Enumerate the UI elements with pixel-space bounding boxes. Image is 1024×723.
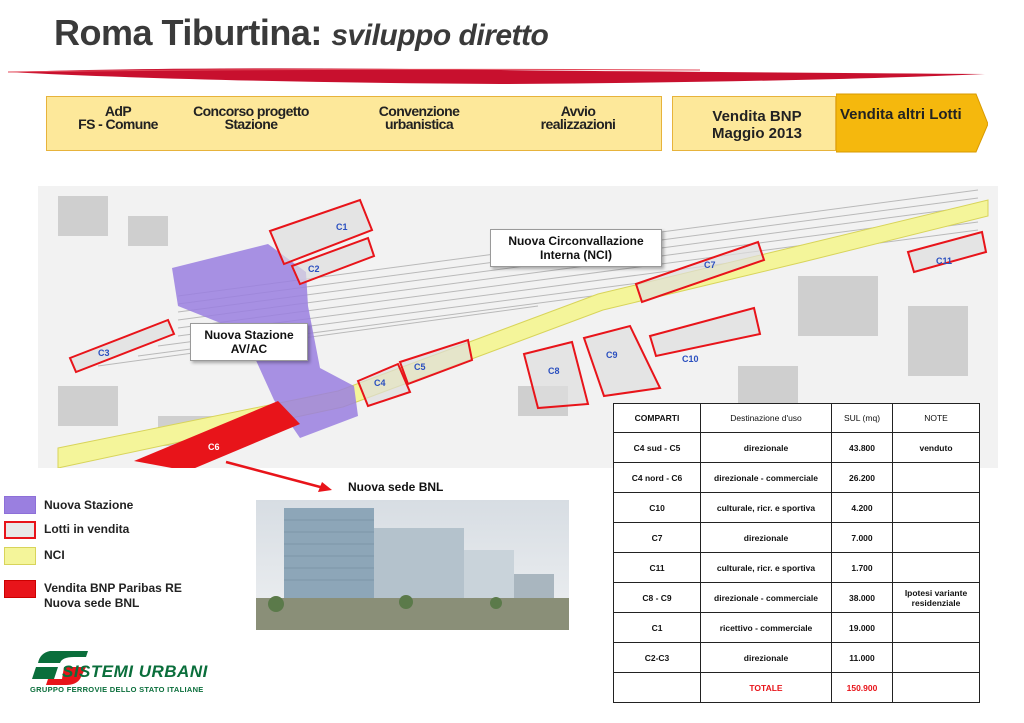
legend-label-nci: NCI (44, 548, 65, 562)
logo-name: SISTEMI URBANI (62, 662, 208, 681)
table-header: NOTE (893, 404, 980, 433)
table-cell: 19.000 (832, 613, 893, 643)
lot-label-c2: C2 (308, 264, 320, 274)
timeline-phase-line: FS - Comune (78, 116, 158, 132)
table-cell: 4.200 (832, 493, 893, 523)
title-sub: sviluppo diretto (331, 19, 549, 52)
table-header: Destinazione d'uso (701, 404, 832, 433)
arrow-chevron-shape (836, 90, 988, 156)
table-row (614, 643, 980, 673)
table-row (614, 583, 980, 613)
lot-label-c10: C10 (682, 354, 699, 364)
table-cell (893, 523, 980, 553)
title-underline-swoosh (0, 60, 1024, 90)
timeline-phase-line: AdP (104, 103, 132, 119)
table-cell: 1.700 (832, 553, 893, 583)
logo-group: GRUPPO FERROVIE DELLO STATO ITALIANE (30, 685, 204, 694)
table-row (614, 553, 980, 583)
table-cell: direzionale (701, 643, 832, 673)
table-cell: 11.000 (832, 643, 893, 673)
table-cell: C7 (614, 523, 701, 553)
table-cell: C2-C3 (614, 643, 701, 673)
legend-label-station: Nuova Stazione (44, 498, 134, 512)
lot-label-c7: C7 (704, 260, 716, 270)
table-cell: culturale, ricr. e sportiva (701, 493, 832, 523)
table-header-row (614, 404, 980, 433)
callout-nci (490, 229, 662, 267)
table-row (614, 523, 980, 553)
lot-label-c1: C1 (336, 222, 348, 232)
bnl-building-render-image (256, 500, 569, 630)
legend-swatch-bnp (4, 580, 36, 598)
legend-swatch-station (4, 496, 36, 514)
timeline-phase-bnp (687, 108, 827, 142)
slide-title (54, 12, 548, 54)
lot-label-c4: C4 (374, 378, 386, 388)
table-cell (893, 613, 980, 643)
timeline-phase-line: Vendita BNP (712, 108, 802, 125)
table-row (614, 463, 980, 493)
timeline-phase-line: Maggio 2013 (711, 125, 803, 142)
title-main: Roma Tiburtina: (54, 12, 322, 53)
table-cell: 38.000 (832, 583, 893, 613)
timeline-phase-line: Avvio (560, 103, 596, 119)
table-cell: ricettivo - commerciale (701, 613, 832, 643)
table-cell: C11 (614, 553, 701, 583)
legend-swatch-nci (4, 547, 36, 565)
lot-label-c11: C11 (936, 256, 953, 266)
table-cell: C4 sud - C5 (614, 433, 701, 463)
legend-label-lots: Lotti in vendita (44, 522, 130, 536)
table-cell (893, 673, 980, 703)
timeline-phase-altri-lotti: Vendita altri Lotti (840, 106, 962, 123)
lot-label-c6: C6 (208, 442, 220, 452)
lots-table (613, 403, 980, 703)
table-row (614, 433, 980, 463)
table-header: COMPARTI (614, 404, 701, 433)
table-total-row (614, 673, 980, 703)
legend-label-bnp-line: Vendita BNP Paribas RE (44, 581, 182, 595)
table-cell (893, 643, 980, 673)
timeline-phase-line: Convenzione (378, 103, 460, 119)
legend-label-bnp (44, 581, 182, 611)
timeline-phase-concorso (181, 105, 321, 131)
lot-label-c3: C3 (98, 348, 110, 358)
table-cell: C8 - C9 (614, 583, 701, 613)
timeline-phase-avvio (523, 105, 633, 131)
table-cell (893, 553, 980, 583)
lot-label-c9: C9 (606, 350, 618, 360)
timeline-phase-convenzione (359, 105, 479, 131)
table-cell: 26.200 (832, 463, 893, 493)
table-cell: direzionale - commerciale (701, 463, 832, 493)
arrow-to-bnl-icon (220, 456, 350, 496)
timeline-bar-bnp (672, 96, 836, 151)
table-total-label: TOTALE (701, 673, 832, 703)
callout-station-line: AV/AC (230, 342, 268, 356)
callout-station-line: Nuova Stazione (204, 328, 294, 342)
callout-nci-line: Nuova Circonvallazione (508, 234, 644, 248)
callout-nci-line: Interna (NCI) (540, 248, 612, 262)
table-cell: culturale, ricr. e sportiva (701, 553, 832, 583)
table-row (614, 613, 980, 643)
timeline-phase-adp (73, 105, 163, 131)
timeline-bar-completed (46, 96, 662, 151)
table-cell (893, 493, 980, 523)
table-cell (893, 463, 980, 493)
timeline-phase-line: Stazione (224, 116, 278, 132)
table-cell: 7.000 (832, 523, 893, 553)
timeline-arrow-current (836, 90, 988, 156)
bnl-photo-label: Nuova sede BNL (348, 480, 444, 494)
table-header: SUL (mq) (832, 404, 893, 433)
callout-station (190, 323, 308, 361)
table-cell: C10 (614, 493, 701, 523)
timeline-phase-line: urbanistica (384, 116, 454, 132)
table-cell: 43.800 (832, 433, 893, 463)
timeline-phase-line: realizzazioni (540, 116, 616, 132)
table-cell: C4 nord - C6 (614, 463, 701, 493)
legend-swatch-lots (4, 521, 36, 539)
table-cell (614, 673, 701, 703)
legend-label-bnp-line: Nuova sede BNL (44, 596, 140, 610)
table-total-value: 150.900 (832, 673, 893, 703)
table-row (614, 493, 980, 523)
lot-label-c5: C5 (414, 362, 426, 372)
table-cell: venduto (893, 433, 980, 463)
table-cell: C1 (614, 613, 701, 643)
table-cell: direzionale - commerciale (701, 583, 832, 613)
table-cell: direzionale (701, 433, 832, 463)
lot-label-c8: C8 (548, 366, 560, 376)
table-cell: direzionale (701, 523, 832, 553)
table-cell: Ipotesi variante residenziale (893, 583, 980, 613)
timeline-phase-line: Concorso progetto (193, 103, 309, 119)
